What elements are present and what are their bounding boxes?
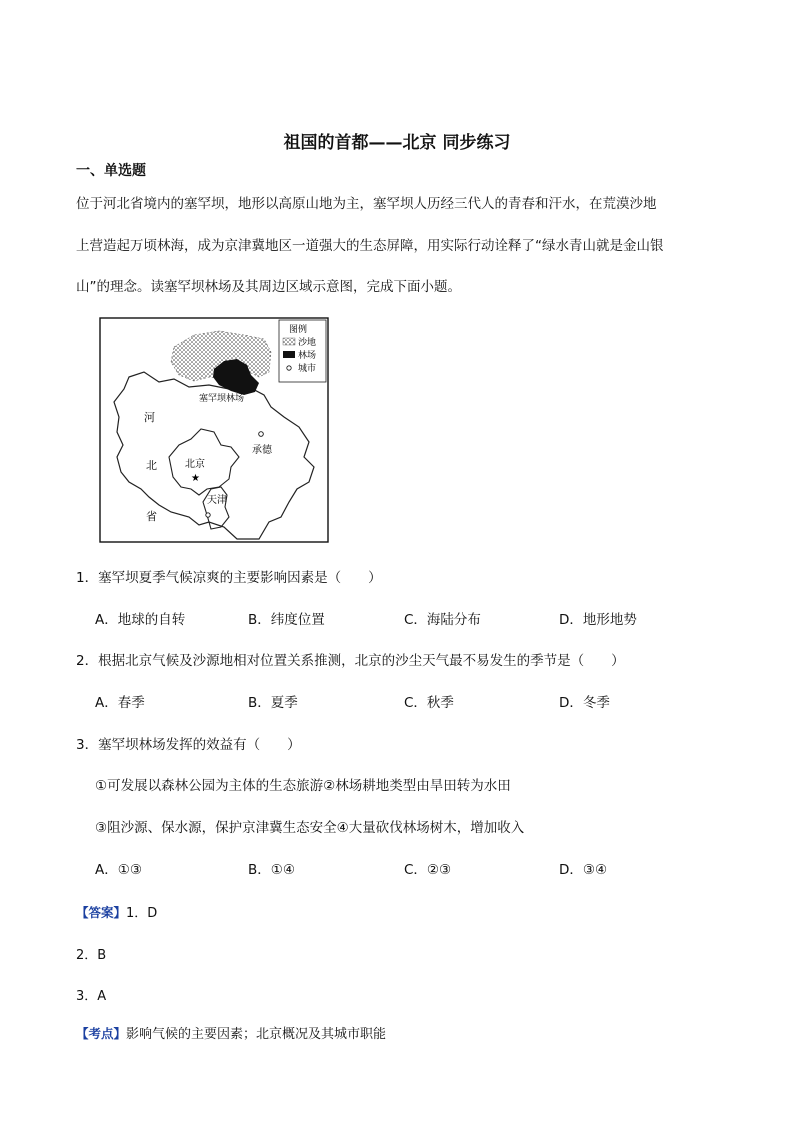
legend-city-label: 城市 [298, 364, 317, 374]
q3-option-a[interactable]: A．①③ [95, 862, 142, 878]
q3-option-d[interactable]: D．③④ [559, 862, 608, 878]
legend-sand-swatch [283, 338, 295, 345]
q2-option-c[interactable]: C．秋季 [404, 695, 454, 711]
question-3-stem: 3．塞罕坝林场发挥的效益有（ ） [76, 737, 301, 753]
answer-line-2: 2．B [76, 948, 107, 963]
kaodian-block [76, 1023, 386, 1042]
passage-line-1: 位于河北省境内的塞罕坝，地形以高原山地为主，塞罕坝人历经三代人的青春和汗水，在荒漠沙地 [76, 196, 657, 212]
answer-line-1: 1．D [126, 906, 158, 921]
q1-option-a[interactable]: A．地球的自转 [95, 612, 186, 628]
kaodian-label: 【考点】 [76, 1026, 127, 1041]
legend-forest-swatch [283, 351, 295, 358]
forest-label: 塞罕坝林场 [199, 394, 245, 404]
answer-line-3: 3．A [76, 989, 107, 1004]
q3-statement-1: ①可发展以森林公园为主体的生态旅游②林场耕地类型由旱田转为水田 [95, 778, 511, 794]
chengde-marker [259, 432, 264, 437]
q2-option-a[interactable]: A．春季 [95, 695, 145, 711]
kaodian-text: 影响气候的主要因素；北京概况及其城市职能 [126, 1027, 387, 1042]
province-char-2: 北 [146, 459, 157, 472]
beijing-label: 北京 [185, 459, 205, 470]
legend-forest-label: 林场 [298, 351, 317, 361]
chengde-label: 承德 [252, 445, 272, 456]
question-1-stem: 1．塞罕坝夏季气候凉爽的主要影响因素是（ ） [76, 570, 382, 586]
province-char-3: 省 [146, 510, 157, 523]
answer-label: 【答案】 [76, 905, 127, 920]
legend-sand-label: 沙地 [298, 338, 317, 348]
q1-option-b[interactable]: B．纬度位置 [248, 612, 325, 628]
tianjin-label: 天津 [207, 495, 227, 506]
passage-line-2: 上营造起万顷林海，成为京津冀地区一道强大的生态屏障，用实际行动诠释了“绿水青山就是金山银 [76, 238, 664, 254]
q1-option-c[interactable]: C．海陆分布 [404, 612, 481, 628]
section-heading: 一、单选题 [76, 163, 146, 179]
legend-city-symbol [287, 366, 291, 370]
q3-statement-2: ③阻沙源、保水源，保护京津冀生态安全④大量砍伐林场树木，增加收入 [95, 820, 525, 836]
answer-block [76, 902, 157, 921]
legend-title: 图例 [289, 325, 308, 335]
q2-option-d[interactable]: D．冬季 [559, 695, 610, 711]
q3-option-c[interactable]: C．②③ [404, 862, 452, 878]
q1-option-d[interactable]: D．地形地势 [559, 612, 637, 628]
tianjin-marker [206, 513, 210, 517]
q3-option-b[interactable]: B．①④ [248, 862, 295, 878]
map-figure [99, 317, 329, 543]
province-char-1: 河 [144, 411, 155, 424]
passage-line-3: 山”的理念。读塞罕坝林场及其周边区域示意图，完成下面小题。 [76, 279, 461, 295]
q2-option-b[interactable]: B．夏季 [248, 695, 298, 711]
page-title: 祖国的首都——北京 同步练习 [283, 133, 511, 153]
question-2-stem: 2．根据北京气候及沙源地相对位置关系推测，北京的沙尘天气最不易发生的季节是（ ） [76, 653, 625, 669]
beijing-star: ★ [191, 473, 200, 484]
